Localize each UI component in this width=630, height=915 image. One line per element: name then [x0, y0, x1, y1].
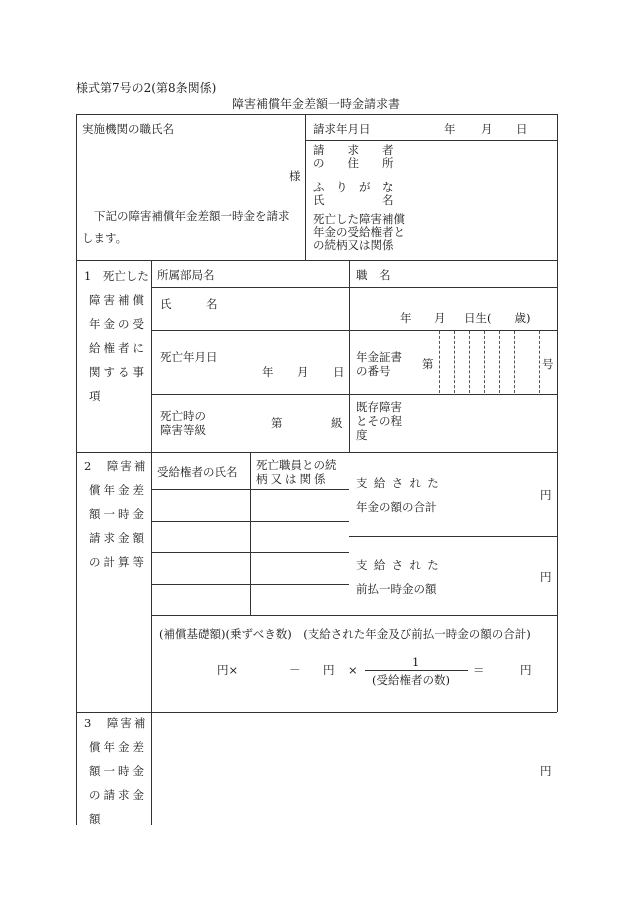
claimant-name-label: 氏 名 — [313, 193, 394, 207]
section3-heading-line: 償年金差 — [89, 740, 147, 754]
formula-yen-times: 円× — [217, 663, 239, 677]
section1-heading-line: 関する事 — [89, 365, 147, 379]
position-label: 職 名 — [356, 268, 391, 282]
birth-day-age: 日生( 歳) — [464, 311, 531, 325]
formula-yen-mid: 円 — [323, 663, 335, 677]
section3-heading-line: の請求金 — [89, 788, 147, 802]
request-text-line-1: 下記の障害補償年金差額一時金を請求 — [94, 209, 290, 223]
birth-month: 月 — [434, 311, 446, 325]
claim-amount-yen: 円 — [540, 764, 552, 778]
formula-yen-end: 円 — [520, 663, 532, 677]
request-date-year: 年 — [444, 122, 456, 136]
cert-suffix: 号 — [542, 357, 554, 371]
section2-heading-line: 2 障害補 — [84, 459, 148, 473]
section3-heading-line: 額一時金 — [89, 764, 147, 778]
death-month: 月 — [297, 365, 309, 379]
form-title: 障害補償年金差額一時金請求書 — [232, 97, 401, 111]
grade-suffix: 級 — [331, 416, 343, 430]
relation-label-3: の続柄又は関係 — [313, 238, 394, 252]
death-year: 年 — [262, 365, 274, 379]
existing-disability-label-3: 度 — [356, 428, 368, 442]
deceased-name-label: 氏 名 — [160, 297, 218, 311]
death-date-label: 死亡年月日 — [160, 350, 218, 364]
request-text-line-2: します。 — [82, 231, 128, 245]
formula-equals: ＝ — [473, 663, 485, 677]
disability-grade-label-1: 死亡時の — [160, 409, 206, 423]
section3-heading-line: 3 障害補 — [84, 716, 148, 730]
section3-heading-line: 額 — [89, 812, 101, 826]
formula-times: × — [348, 663, 358, 677]
existing-disability-label-2: とその程 — [356, 414, 402, 428]
request-date-month: 月 — [481, 122, 493, 136]
existing-disability-label-1: 既存障害 — [356, 400, 402, 414]
disability-grade-label-2: 障害等級 — [160, 423, 206, 437]
birth-year: 年 — [400, 311, 412, 325]
formula-minus: － — [289, 663, 301, 677]
cert-prefix: 第 — [422, 357, 434, 371]
formula-denominator: (受給権者の数) — [372, 673, 450, 687]
section2-heading-line: の計算等 — [89, 555, 147, 569]
formula-numerator: 1 — [412, 655, 420, 669]
claimant-address-label-2: の 住 所 — [313, 156, 394, 170]
sama-honorific: 様 — [289, 169, 301, 183]
paid-pension-yen: 円 — [540, 488, 552, 502]
section2-heading-line: 償年金差 — [89, 483, 147, 497]
pension-cert-label-1: 年金証書 — [356, 350, 402, 364]
paid-pension-label-2: 年金の額の合計 — [356, 500, 437, 514]
request-date-label: 請求年月日 — [313, 122, 371, 136]
paid-advance-label-2: 前払一時金の額 — [356, 582, 437, 596]
paid-pension-label-1: 支給された — [356, 476, 446, 490]
relation-header-1: 死亡職員との続 — [256, 458, 337, 472]
section1-heading-line: 給権者に — [89, 341, 147, 355]
department-label: 所属部局名 — [157, 268, 215, 282]
section1-heading-line: 1 死亡した — [84, 269, 149, 283]
section2-heading-line: 額一時金 — [89, 507, 147, 521]
form-number: 様式第7号の2(第8条関係) — [76, 81, 217, 95]
request-date-day: 日 — [516, 122, 528, 136]
relation-label-2: 年金の受給権者と — [313, 225, 405, 239]
section1-heading-line: 年金の受 — [89, 317, 147, 331]
relation-label-1: 死亡した障害補償 — [313, 212, 405, 226]
grade-prefix: 第 — [271, 416, 283, 430]
relation-header-2: 柄又は関係 — [256, 472, 329, 486]
claimant-address-label-1: 請 求 者 — [313, 143, 394, 157]
section2-heading-line: 請求金額 — [89, 531, 147, 545]
death-day: 日 — [333, 365, 345, 379]
agency-label: 実施機関の職氏名 — [82, 122, 174, 136]
beneficiary-name-header: 受給権者の氏名 — [157, 465, 238, 479]
pension-cert-label-2: の番号 — [356, 364, 391, 378]
paid-advance-yen: 円 — [540, 570, 552, 584]
section1-heading-line: 項 — [89, 389, 101, 403]
paid-advance-label-1: 支給された — [356, 558, 446, 572]
furigana-label: ふ り が な — [313, 180, 394, 194]
formula-header: (補償基礎額)(乗ずべき数) (支給された年金及び前払一時金の額の合計) — [159, 627, 531, 641]
section1-heading-line: 障害補償 — [89, 293, 147, 307]
